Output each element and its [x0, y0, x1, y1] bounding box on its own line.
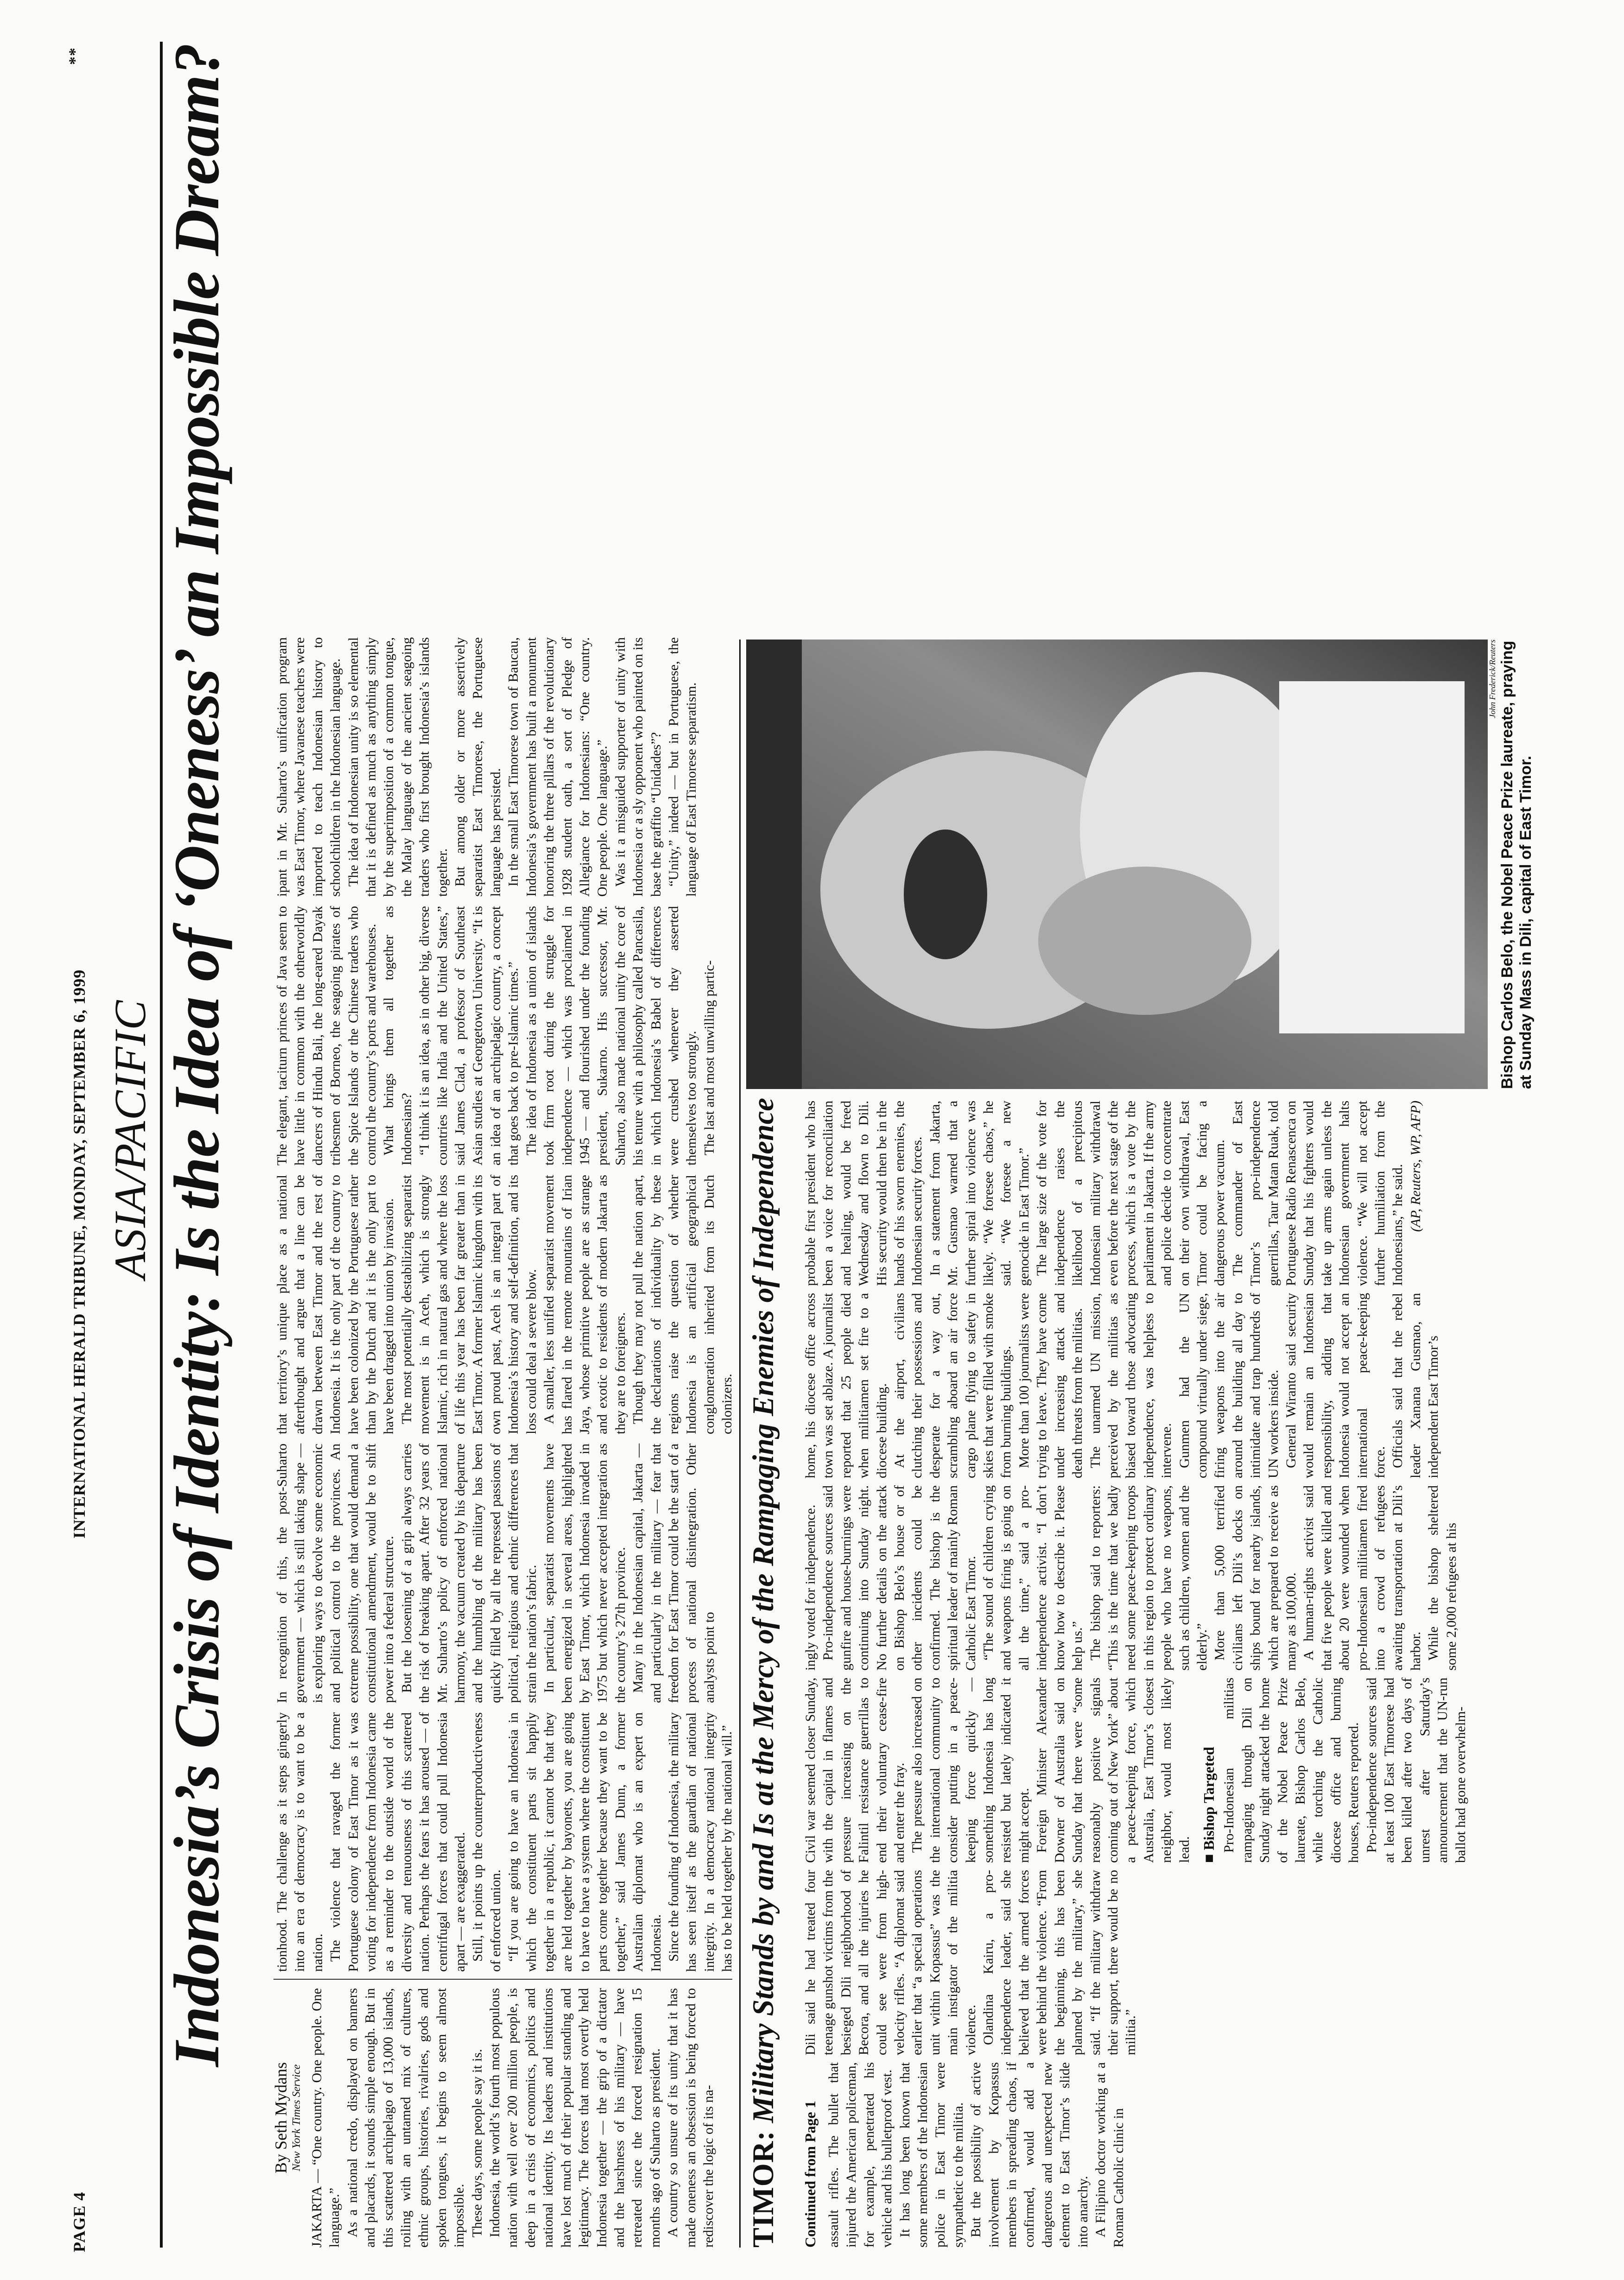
paragraph: The most potentially destabilizing separatist movement is in Aceh, which is strongly Islamic, rich in natural gas and where the loss of life this year has been far greater than in East Timor. A former Islamic kingdom with its own proud past, Aceh is an integral part of Indonesia’s history and self-definition, and its loss could deal a severe blow.: [399, 1174, 539, 1434]
paragraph: In recognition of this, the post-Suharto government — which is still taking shape — is exploring ways to devolve some economic and political control to the provinces. An extreme possibility, one that would demand a constitutional amendment, would be to shift power into a federal structure.: [274, 1444, 397, 1703]
paragraph: A Filipino doctor working at a Roman Catholic clinic in: [1093, 2062, 1126, 2248]
paragraph: Foreign Minister Alexander Downer of Australia said on Sunday that there were “some reasonably positive signals coming out of New York” about a peace-keeping force, which Australia, East Timor’s closest neighbor, would most likely lead.: [1034, 1678, 1192, 1863]
story2-column-3: [802, 1678, 1567, 1863]
paragraph: In the small East Timorese town of Baucau, Indonesia’s government has built a monument honoring the three pillars of the revolutionary 1928 student oath, a sort of Pledge of Allegiance for Indonesians: “One country. One people. One language.”: [506, 637, 610, 897]
paragraph: The idea of Indonesia as a union of islands took firm root during the struggle for independence — which was proclaimed in 1945 — and flourished under the founding president, Sukarno. His successor, Mr. Suharto, also made national unity the core of his tenure with a philosophy called Pancasila, in which Indonesia’s Babel of differences were crushed whenever they asserted themselves too strongly.: [523, 906, 699, 1165]
paragraph: A human-rights activist said that five people were killed and about 20 were wounded when pro-Indonesian militiamen fired into a crowd of refugees awaiting transportation at Dili’s harbor.: [1301, 1485, 1423, 1671]
paragraph: tionhood. The challenge as it steps gingerly into an era of democracy is to want to be a nation.: [274, 1712, 325, 1972]
paragraph: The violence that ravaged the former Portuguese colony of East Timor as it was voting for independence from Indonesia came as a reminder to the outside world of the diversity and tenuousness of this scattered nation. Perhaps the fears it has aroused — of centrifugal forces that could pull Indonesia apart — are exaggerated.: [328, 1712, 468, 1972]
story1-column-4: [273, 1174, 735, 1434]
paragraph: Pro-independence sources said gunfire and house-burnings were continuing into Sunday night. No further details on the attack on Bishop Belo’s house or of other incidents could be confirmed. The bishop is the spiritual leader of mainly Roman Catholic East Timor.: [820, 1485, 978, 1671]
paragraph: probable first president who has been a voice for reconciliation and healing, would be freed Wednesday and flown to Dili. His security would then be in the hands of his sworn enemies, the Indonesian security forces.: [803, 1101, 925, 1286]
paragraph: home, his diocese office across town was set ablaze. A journalist reported that 25 people died when militiamen set fire to a diocese building.: [803, 1293, 889, 1478]
paragraph: Pro-Indonesian militias rampaging through Dili on Sunday night attacked the home of the Nobel Peace Prize laureate, Bishop Carlos Belo, while torching the Catholic diocese office and burning houses, Reuters reported.: [1221, 1678, 1362, 1863]
paragraph: Civil war seemed closer Sunday, with the capital in flames and pressure increasing on the Falintil resistance guerrillas to end their voluntary cease-fire and enter the fray.: [803, 1678, 907, 1863]
story2-kicker: TIMOR:: [747, 2130, 780, 2248]
byline-service: New York Times Service: [291, 2064, 303, 2172]
paragraph: Pro-independence sources said at least 100 East Timorese had been killed after two days of unrest after Saturday’s announcement that the UN-run ballot had gone overwhelm-: [1364, 1678, 1468, 1863]
story2-column-6: [802, 1101, 1567, 1286]
story1-column-3: [273, 1444, 730, 1703]
paragraph: The large size of the vote for independence raises the likelihood of a precipitous Indonesian military withdrawal even before the next stage of the process, which is a vote by the parliament in Jakarta. If the army and police decide to concentrate on their own withdrawal, East Timor could be facing a dangerous power vacuum.: [1034, 1101, 1228, 1286]
paragraph: But among older or more assertively separatist East Timorese, the Portuguese language has persisted.: [452, 637, 503, 897]
paragraph: Olandina Kairu, a pro-independence leader, said she believed that the armed forces were behind the violence. “From the beginning, this has been planned by the military,” she said. “If the military withdraw their support, there would be no militia.”: [981, 1870, 1139, 2055]
photo-credit: John Frederick/Reuters: [1488, 640, 1497, 718]
paragraph: The commander of East Timor’s pro-independence guerrillas, Taur Matan Ruak, told Portuguese Radio Renascenca on Sunday that his fighters would take up arms again unless the Indonesian government halts violence. “We will not accept further humiliation from the Indonesians,” he said.: [1230, 1101, 1406, 1286]
paragraph: But the possibility of active involvement by Kopassus members in spreading chaos, if confirmed, would add a dangerous and unexpected new element to East Timor’s slide into anarchy.: [968, 2062, 1091, 2248]
story2-headline-text: Military Stands by and Is at the Mercy of the Rampaging Enemies of Independence: [747, 1098, 780, 2123]
story1-byline-block: [271, 1988, 303, 2248]
paragraph: These days, some people say it is.: [469, 2049, 485, 2237]
story1-column-6: [273, 637, 730, 897]
paragraph: “If you are going to have an Indonesia in which the constituent parts sit happily together in a republic, it cannot be that they are held together by bayonets, you are going to have to have a system where the constituent parts come together because they want to be together,” said James Dunn, a former Australian diplomat who is an expert on Indonesia.: [506, 1712, 664, 1972]
paragraph: Though they may not pull the nation apart, the declarations of individuality by these regions raise the question of whether Indonesia is an artificial geographical conglomeration inherited from its Dutch colonizers.: [630, 1175, 735, 1434]
paragraph: A smaller, less unified separatist movement has flared in the remote mountains of Irian Jaya, whose primitive people are as strange and exotic to residents of modern Jakarta as they are to foreigners.: [541, 1175, 628, 1434]
paragraph: What brings them all together as Indonesians?: [381, 906, 414, 1165]
paragraph: “The sound of children crying and weapons firing is going on all the time,” said a pro-independence activist. “I don’t know how to describe it. Please help us.”: [981, 1485, 1085, 1671]
paragraph: ingly voted for independence.: [803, 1504, 818, 1671]
paragraph: More than 5,000 terrified civilians left Dili’s docks on ships bound for nearby islands, which are prepared to receive as many as 100,000.: [1212, 1485, 1299, 1671]
paragraph: Indonesia, the world’s fourth most populous nation with well over 200 million people, is deep in a crisis of economics, politics and national identity. Its leaders and institutions have lost much of their popular standing and legitimacy. The forces that most overtly held Indonesia together — the grip of a dictator and the harshness of his military — have retreated since the forced resignation 15 months ago of Suharto as president.: [487, 1988, 663, 2248]
story1-column-5: [273, 906, 730, 1165]
paragraph: Dili said he had treated four teenage gunshot victims from the besieged Dili neighborhood of Becora, and all the injuries he could see were from high-velocity rifles. “A diplomat said earlier that “a special operations unit within Kopassus” was the main instigator of the militia violence.: [803, 1870, 978, 2055]
paragraph: Many in the Indonesian capital, Jakarta — and particularly in the military — fear that freedom for East Timor could be the start of a process of national disintegration. Other analysts point to: [630, 1444, 717, 1703]
photo-bishop-praying: [746, 640, 1488, 1089]
paragraph: At the airport, civilians clutching their possessions and desperate for a way out, scrambling aboard an air force cargo plane flying to safety in skies that were filled with smoke from burning buildings.: [892, 1293, 1014, 1478]
story2-column-1: [825, 2062, 1567, 2248]
paragraph: Since the founding of Indonesia, the military has seen itself as the guardian of national integrity. In a democracy national integrity has to be held together by the national will.”: [666, 1712, 735, 1972]
wire-signoff: (AP, Reuters, WP, AFP): [1408, 1101, 1423, 1232]
page-number: PAGE 4: [70, 2191, 89, 2252]
subhead-bishop-targeted: ■ Bishop Targeted: [1200, 1747, 1217, 1863]
paragraph: “I think it is an idea, as in other big, diverse countries like India and the United States,” said James Clad, a professor of Southeast Asian studies at Georgetown University. “It is an idea of an archipelagic country, a concept that goes back to pre-Islamic times.”: [417, 906, 521, 1165]
column-rule: [273, 1979, 732, 1980]
paragraph: Officials said that the rebel leader Xanana Gusmao, an independent East Timor’s: [1390, 1293, 1441, 1478]
byline: By Seth Mydans: [272, 2062, 290, 2174]
paragraph: Gunmen had the UN compound virtually under siege, firing weapons into the air around the building all day to intimidate and trap hundreds of UN workers inside.: [1176, 1293, 1281, 1478]
paragraph: The last and most unwilling partic-: [701, 960, 717, 1155]
paper-dateline: INTERNATIONAL HERALD TRIBUNE, MONDAY, SEPTEMBER 6, 1999: [70, 969, 89, 1539]
paragraph: The bishop said to reporters: “This is the time that we badly need some peace-keeping troops in this region to protect ordinary people who have no weapons, such as children, women and the elderly.”: [1087, 1485, 1210, 1671]
paragraph: The idea of Indonesian unity is so elemental that it is defined as much as anything simply by the superimposition of a common tongue, the Malay language of the ancient seagoing traders who first brought Indonesia’s islands together.: [345, 637, 450, 897]
paragraph: But the loosening of a grip always carries the risk of breaking apart. After 32 years of Mr. Suharto’s policy of enforced national harmony, the vacuum created by his departure and the humbling of the military has been quickly filled by all the repressed passions of political, religious and ethnic differences that strain the nation’s fabric.: [399, 1444, 539, 1703]
paragraph: Was it a misguided supporter of unity with Indonesia or a sly opponent who painted on its base the graffito “Unidades”?: [612, 637, 664, 897]
story2-column-2: [802, 1870, 1567, 2055]
paragraph: In particular, separatist movements have been energized in several areas, highlighted by East Timor, which Indonesia invaded in 1975 but which never accepted integration as the country’s 27th province.: [541, 1444, 628, 1703]
paragraph: In a statement from Jakarta, Mr. Gusmao warned that a further spiral into violence was likely. “We foresee chaos,” he said. “We foresee a new genocide in East Timor.”: [927, 1101, 1032, 1286]
paragraph: While the bishop sheltered some 2,000 refugees at his: [1426, 1485, 1459, 1671]
story2-headline: [746, 1098, 780, 2248]
story2-column-4: [802, 1485, 1567, 1671]
paragraph: More than 100 journalists were trying to leave. They have come under increasing attack and death threats from the militias.: [1016, 1293, 1085, 1478]
paragraph: The pressure also increased on the international community to consider putting in a peace-keeping force quickly — something Indonesia has long resisted but lately indicated it might accept.: [909, 1678, 1032, 1863]
paragraph: General Wiranto said security would remain an Indonesian responsibility, adding that Indonesia would not accept an international peace-keeping force.: [1283, 1293, 1388, 1478]
story1-column-2: [273, 1712, 735, 1972]
paragraph: JAKARTA — “One country. One people. One language.”: [309, 1988, 343, 2248]
continued-line: Continued from Page 1: [802, 2101, 818, 2248]
edition-mark: **: [65, 47, 84, 65]
paragraph: assault rifles. The bullet that injured the American policeman, for example, penetrated his vehicle and his bulletproof vest.: [826, 2062, 895, 2248]
paragraph: “Unity,” indeed — but in Portuguese, the language of East Timorese separatism.: [666, 637, 699, 897]
paragraph: Still, it points up the counterproductiveness of enforced union.: [470, 1712, 503, 1972]
paragraph: ipant in Mr. Suharto’s unification program was East Timor, where Javanese teachers were imported to teach Indonesian history to schoolchildren in the Indonesian language.: [274, 637, 343, 897]
paragraph: The unarmed UN mission, perceived by the militias as biased toward those advocating independence, was helpless to intervene.: [1087, 1293, 1174, 1478]
section-title: ASIA/PACIFIC: [105, 999, 155, 1279]
paragraph: A country so unsure of its unity that it has made oneness an obsession is being forced to rediscover the logic of its na-: [665, 1988, 716, 2248]
paragraph: It has long been known that some members of the Indonesian police in East Timor were sympathetic to the militia.: [897, 2062, 966, 2248]
story-separator: [739, 640, 741, 2248]
story1-headline: Indonesia’s Crisis of Identity: Is the Idea of ‘Oneness’ an Impossible Dream?: [161, 43, 233, 2067]
story2-column-5: [802, 1293, 1567, 1478]
story1-column-1: [308, 1988, 730, 2248]
news-photo: [746, 640, 1488, 1089]
paragraph: that territory’s unique place as a national afterthought and argue that a line can be drawn between East Timor and the rest of Indonesia. It is the only part of the country to have been colonized by the Portuguese rather than by the Dutch and it is the only part to have been dragged into union by invasion.: [274, 1175, 397, 1434]
paragraph: The elegant, taciturn princes of Java seem to have little in common with the otherworldly dancers of Hindu Bali, the long-eared Dayak tribesmen of Borneo, the seagoing pirates of the Spice Islands or the Chinese traders who control the country’s ports and warehouses.: [274, 906, 379, 1165]
paragraph: As a national credo, displayed on banners and placards, it sounds simple enough. But in this scattered archipelago of 13,000 islands, roiling with an untamed mix of cultures, ethnic groups, histories, rivalries, gods and spoken tongues, it begins to seem almost impossible.: [344, 1988, 467, 2248]
photo-caption: Bishop Carlos Belo, the Nobel Peace Prize laureate, praying at Sunday Mass in Dili, capital of East Timor.: [1498, 640, 1535, 1089]
